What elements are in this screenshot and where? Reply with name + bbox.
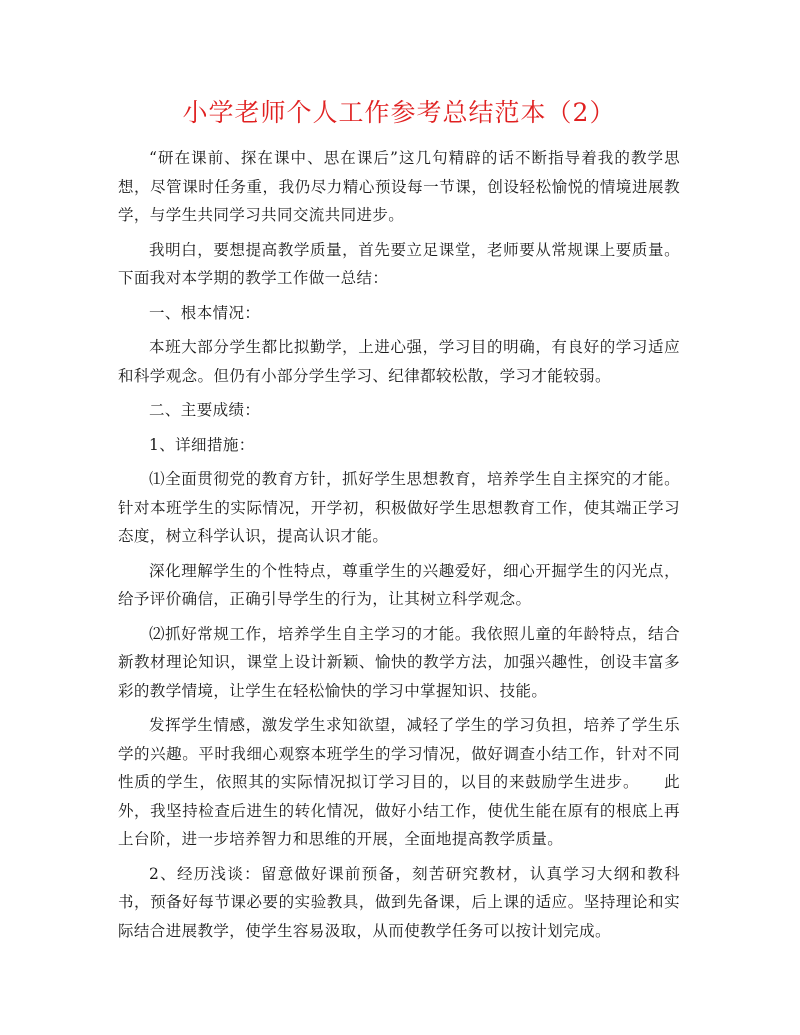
paragraph-experience: 2、经历浅谈：留意做好课前预备，刻苦研究教材，认真学习大纲和教科书，预备好每节课必要的实验教具，做到先备课，后上课的适应。坚持理论和实际结合进展教学，使学生容易汲取，从而使教学任务可以按计划完成。 bbox=[118, 864, 680, 940]
paragraph-measure-2: ⑵抓好常规工作，培养学生自主学习的才能。我依照儿童的年龄特点，结合新教材理论知识，课堂上设计新颖、愉快的教学方法，加强兴趣性，创设丰富多彩的教学情境，让学生在轻松愉快的学习中掌握知识、技能。 bbox=[118, 624, 680, 700]
document-title: 小学老师个人工作参考总结范本（2） bbox=[182, 98, 616, 127]
paragraph-summary-lead: 我明白，要想提高教学质量，首先要立足课堂，老师要从常规课上要质量。下面我对本学期的教学工作做一总结： bbox=[118, 240, 680, 287]
section-heading-basic: 一、根本情况： bbox=[149, 303, 261, 322]
subheading-measures: 1、详细措施： bbox=[149, 435, 255, 454]
section-heading-achievements: 二、主要成绩： bbox=[149, 401, 261, 419]
paragraph-intro: “研在课前、探在课中、思在课后”这几句精辟的话不断指导着我的教学思想，尽管课时任务重，我仍尽力精心预设每一节课，创设轻松愉悦的情境进展教学，与学生共同学习共同交流共同进步。 bbox=[118, 149, 680, 224]
paragraph-emotion: 发挥学生情感，激发学生求知欲望，减轻了学生的学习负担，培养了学生乐学的兴趣。平时我细心观察本班学生的学习情况，做好调查小结工作，针对不同性质的学生，依照其的实际情况拟订学习目的，以目的来鼓励学生进步。 此外，我坚持检查后进生的转化情况，做好小结工作，使优生能在原有的根底上再上台阶，进一步培养智力和思维的开展，全面地提高教学质量。 bbox=[118, 716, 680, 848]
paragraph-measure-1: ⑴全面贯彻党的教育方针，抓好学生思想教育，培养学生自主探究的才能。针对本班学生的实际情况，开学初，积极做好学生思想教育工作，使其端正学习态度，树立科学认识，提高认识才能。 bbox=[118, 470, 680, 545]
paragraph-personality: 深化理解学生的个性特点，尊重学生的兴趣爱好，细心开掘学生的闪光点，给予评价确信，正确引导学生的行为，让其树立科学观念。 bbox=[118, 561, 680, 608]
paragraph-basic-situation: 本班大部分学生都比拟勤学，上进心强，学习目的明确，有良好的学习适应和科学观念。但仍有小部分学生学习、纪律都较松散，学习才能较弱。 bbox=[118, 338, 680, 385]
document-page bbox=[118, 96, 680, 951]
